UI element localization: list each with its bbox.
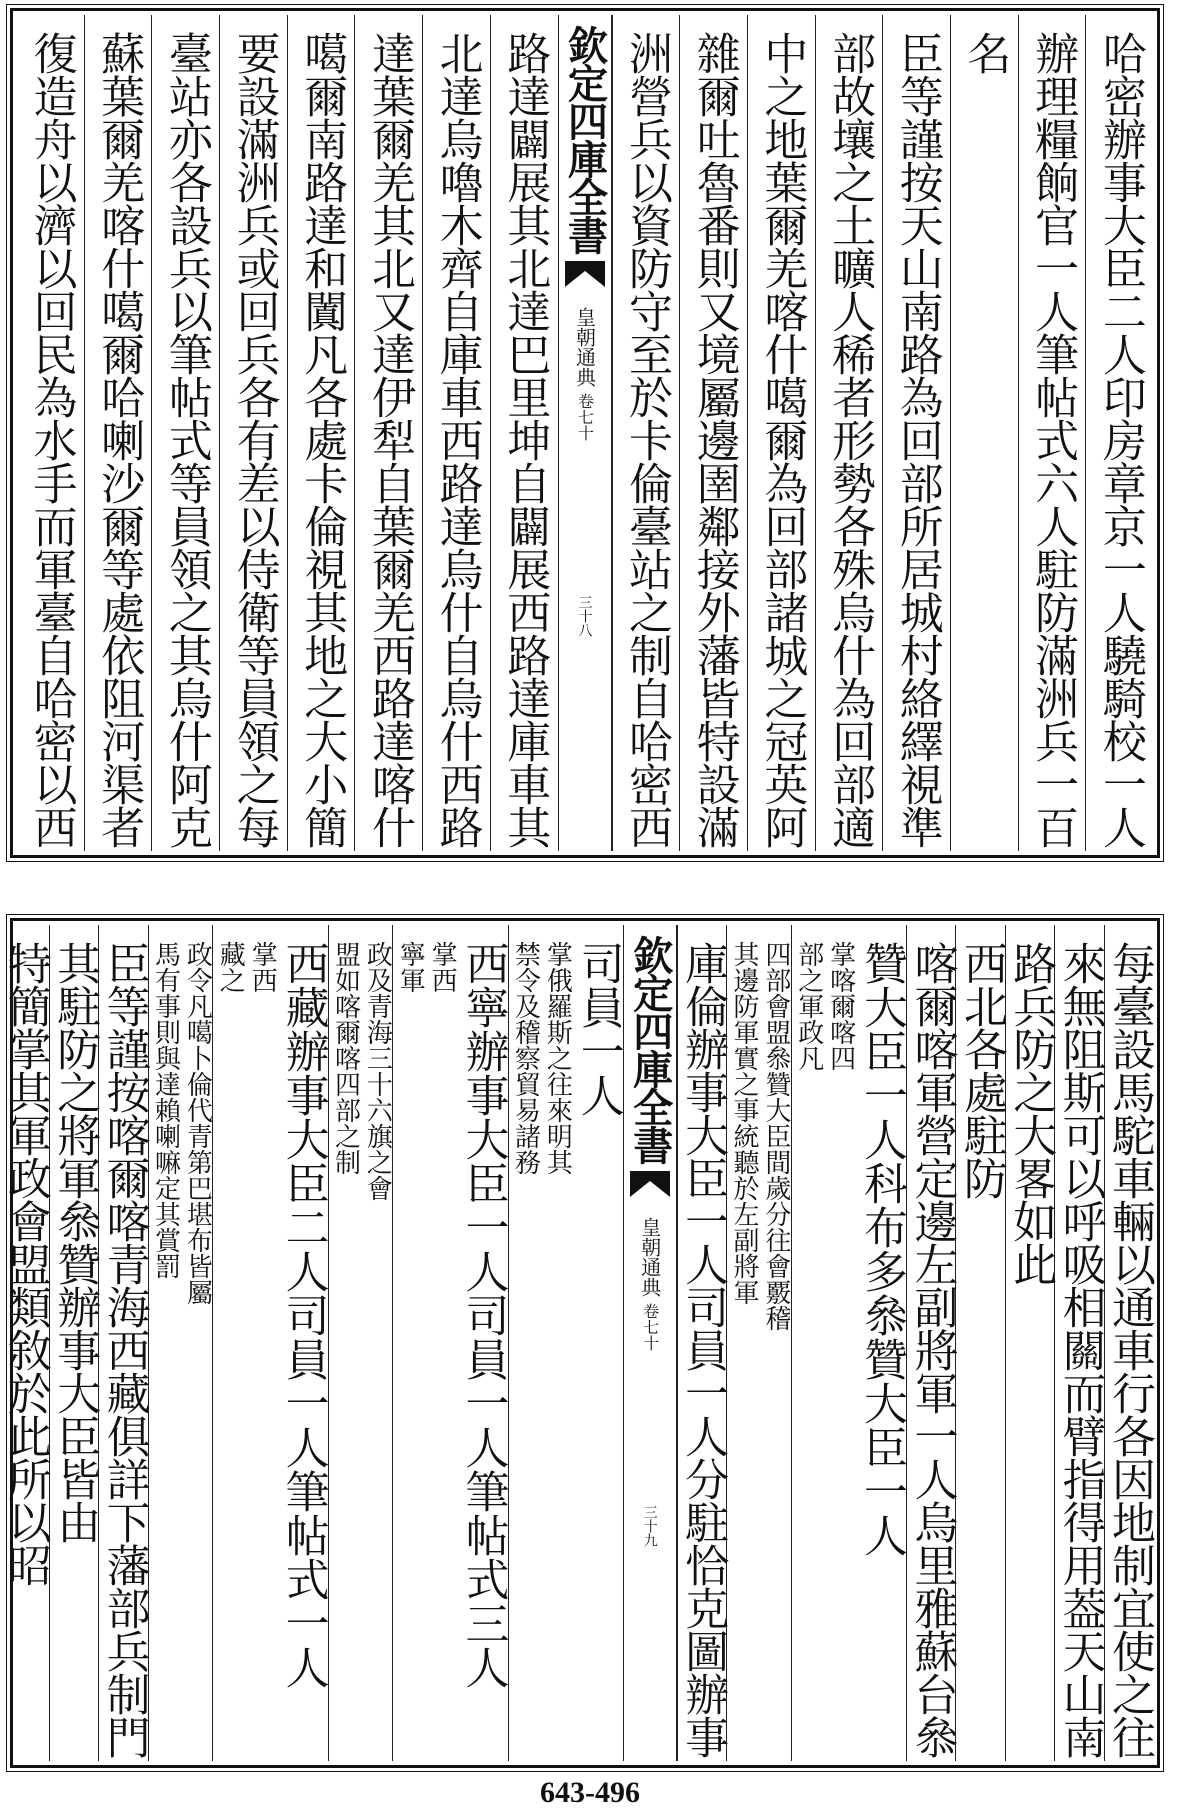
text-column: 北達烏嚕木齊自庫車西路達烏什自烏什西路	[422, 15, 490, 851]
text-column: 其駐防之將軍叅贊辦事大臣皆由	[49, 925, 98, 1761]
commentary-note: 掌俄羅斯之往來明其	[542, 941, 573, 1175]
text-column: 喀爾喀軍營定邊左副將軍一人烏里雅蘇台叅	[906, 925, 955, 1761]
center-fold-column	[558, 15, 612, 851]
text-column: 部故壤之土曠人稀者形勢各殊烏什為回部適	[815, 15, 883, 851]
text-column: 司員一人 掌俄羅斯之往來明其 禁令及稽察貿易諸務	[508, 925, 623, 1761]
page-number: 643-496	[540, 1776, 640, 1809]
text-column: 特簡掌其軍政會盟類敘於此所以昭	[0, 941, 51, 1586]
text-column: 庫倫辦事大臣一人司員一人分駐恰克圖辦事	[677, 925, 726, 1761]
commentary-note: 禁令及稽察貿易諸務	[510, 941, 541, 1175]
volume-label: 卷七十	[575, 393, 595, 441]
commentary-column	[328, 925, 393, 1761]
text-column: 臣等謹按天山南路為回部所居城村絡繹視準	[882, 15, 950, 851]
text-column: 西寧辦事大臣一人司員一人筆帖式三人 掌西 寧軍	[392, 925, 507, 1761]
commentary-note: 四部會盟叅贊大臣間歲分往會覈稽	[760, 941, 791, 1331]
text-column: 中之地葉爾羌喀什噶爾為回部諸城之冠英阿	[747, 15, 815, 851]
folio-number: 三十八	[576, 595, 593, 637]
commentary-note: 盟如喀爾喀四部之制	[330, 941, 361, 1175]
text-column: 蘇葉爾羌喀什噶爾哈喇沙爾等處依阻河渠者	[84, 15, 152, 851]
text-column: 洲營兵以資防守至於卡倫臺站之制自哈密西	[612, 15, 680, 851]
commentary-note: 馬有事則與達賴喇嘛定其賞罰	[150, 941, 181, 1279]
commentary-note: 掌西	[427, 941, 458, 993]
collection-title: 欽定四庫全書	[626, 935, 674, 1163]
commentary-note: 掌喀爾喀四	[825, 941, 856, 1071]
text-column: 復造舟以濟以回民為水手而軍臺自哈密以西	[25, 31, 77, 848]
upper-page	[10, 8, 1160, 858]
commentary-note: 其邊防軍實之事統聽於左副將軍	[728, 941, 759, 1305]
commentary-note: 掌西	[247, 941, 278, 993]
commentary-note: 部之軍政凡	[793, 941, 824, 1071]
commentary-note: 政及青海三十六旗之會	[362, 941, 393, 1201]
section-heading: 西北各處駐防	[955, 925, 1004, 1761]
text-column: 要設滿洲兵或回兵各有差以侍衛等員領之每	[219, 15, 287, 851]
text-column: 噶爾南路達和闐凡各處卡倫視其地之大小簡	[287, 15, 355, 851]
text-column: 達葉爾羌其北又達伊犁自葉爾羌西路達喀什	[354, 15, 422, 851]
lower-page	[0, 918, 1160, 1768]
text-column: 名	[950, 15, 1018, 851]
text-column: 辦理糧餉官一人筆帖式六人駐防滿洲兵一百	[1018, 15, 1086, 851]
text-column: 路達闢展其北達巴里坤自闢展西路達庫車其	[490, 15, 558, 851]
book-title: 皇朝通典	[572, 307, 597, 387]
text-column: 西藏辦事大臣二人司員一人筆帖式一人 掌西 藏之	[212, 925, 327, 1761]
text-column: 哈密辦事大臣二人印房章京一人驍騎校一人	[1085, 15, 1153, 851]
commentary-column	[148, 925, 213, 1761]
commentary-note: 寧軍	[395, 941, 426, 993]
fishtail-mark-icon	[630, 1171, 670, 1197]
volume-label: 卷七十	[640, 1303, 660, 1351]
text-column: 來無阻斯可以呼吸相關而臂指得用葢天山南	[1054, 925, 1103, 1761]
commentary-note: 藏之	[215, 941, 246, 993]
text-column: 雜爾吐魯番則又境屬邊圉鄰接外藩皆特設滿	[679, 15, 747, 851]
text-column: 贊大臣一人科布多叅贊大臣一人 掌喀爾喀四 部之軍政凡	[791, 925, 906, 1761]
text-column: 路兵防之大畧如此	[1005, 925, 1054, 1761]
text-column: 臣等謹按喀爾喀青海西藏俱詳下藩部兵制門	[98, 925, 147, 1761]
text-column: 臺站亦各設兵以筆帖式等員領之其烏什阿克	[151, 15, 219, 851]
commentary-column	[726, 925, 791, 1761]
commentary-note: 政令凡噶卜倫代青第巴堪布皆屬	[182, 941, 213, 1305]
book-title: 皇朝通典	[637, 1217, 662, 1297]
folio-number: 三十九	[641, 1505, 658, 1547]
collection-title: 欽定四庫全書	[561, 25, 609, 253]
center-fold-column	[623, 925, 677, 1761]
fishtail-mark-icon	[565, 261, 605, 287]
text-column: 每臺設馬駝車輛以通車行各因地制宜使之往	[1104, 925, 1153, 1761]
